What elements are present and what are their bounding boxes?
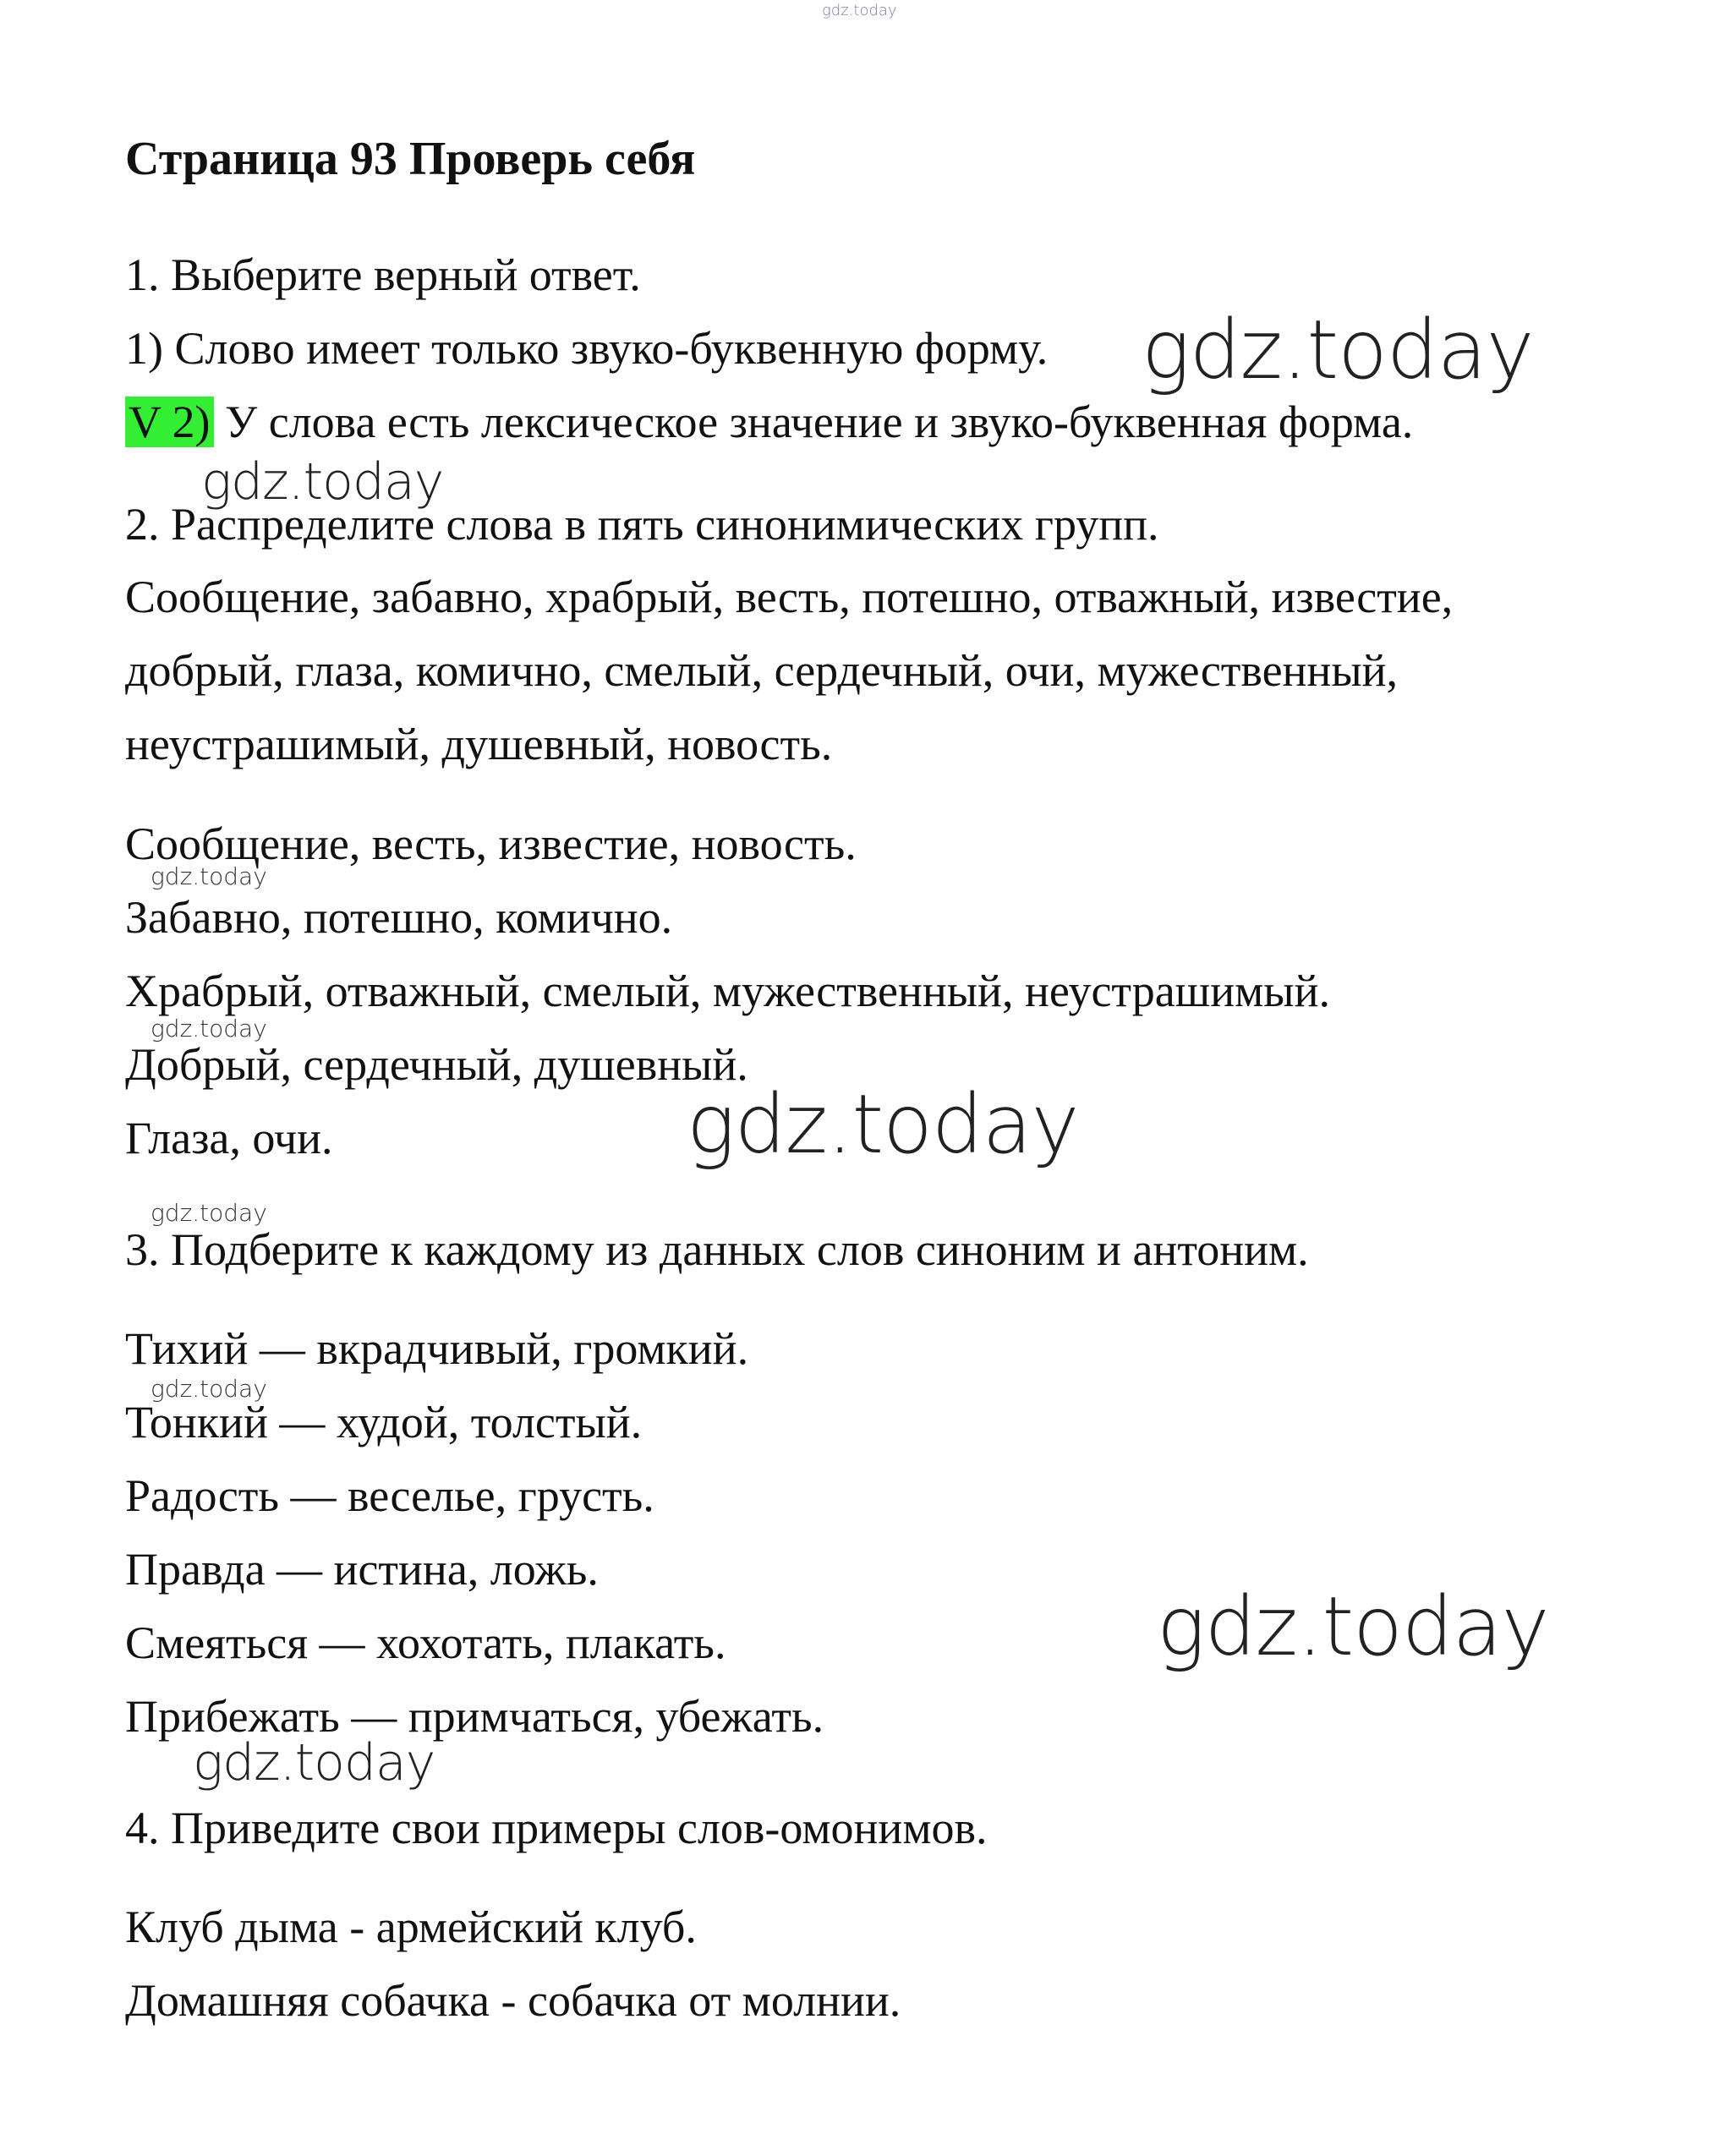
watermark-top: gdz.today	[822, 2, 897, 19]
task2-words-line: неустрашимый, душевный, новость.	[125, 719, 833, 769]
watermark: gdz.today	[1157, 1579, 1549, 1674]
page-title: Страница 93 Проверь себя	[125, 133, 696, 185]
watermark: gdz.today	[1142, 303, 1534, 397]
task1-option2-text: У слова есть лексическое значение и звуко-буквенная форма.	[213, 397, 1414, 447]
task2-words-line: Сообщение, забавно, храбрый, весть, потешно, отважный, известие,	[125, 572, 1454, 622]
task1-option1: 1) Слово имеет только звуко-буквенную форму.	[125, 323, 1049, 374]
task4-answer: Клуб дыма - армейский клуб.	[125, 1902, 697, 1952]
watermark: gdz.today	[151, 1375, 267, 1403]
task3-answer: Тонкий — худой, толстый.	[125, 1397, 643, 1447]
task3-answer: Смеяться — хохотать, плакать.	[125, 1617, 726, 1668]
task1-option2	[125, 395, 1413, 449]
task4-answer: Домашняя собачка - собачка от молнии.	[125, 1975, 901, 2026]
task2-words-line: добрый, глаза, комично, смелый, сердечный, очи, мужественный,	[125, 645, 1399, 696]
task3-answer: Радость — веселье, грусть.	[125, 1470, 654, 1521]
correct-answer-marker: V 2)	[125, 397, 214, 447]
task4-heading: 4. Приведите свои примеры слов-омонимов.	[125, 1803, 988, 1853]
watermark: gdz.today	[151, 862, 267, 890]
task2-answer: Глаза, очи.	[125, 1113, 333, 1163]
watermark: gdz.today	[151, 1015, 267, 1042]
task3-heading: 3. Подберите к каждому из данных слов синоним и антоним.	[125, 1224, 1309, 1275]
watermark: gdz.today	[193, 1733, 435, 1792]
task2-answer: Храбрый, отважный, смелый, мужественный, неустрашимый.	[125, 966, 1330, 1016]
watermark: gdz.today	[687, 1077, 1079, 1172]
task3-answer: Правда — истина, ложь.	[125, 1544, 599, 1595]
task2-answer: Сообщение, весть, известие, новость.	[125, 818, 857, 869]
watermark: gdz.today	[201, 452, 444, 512]
task2-answer: Забавно, потешно, комично.	[125, 892, 673, 943]
task3-answer: Тихий — вкрадчивый, громкий.	[125, 1323, 749, 1374]
watermark: gdz.today	[151, 1199, 267, 1227]
task2-heading: 2. Распределите слова в пять синонимических групп.	[125, 499, 1159, 550]
task1-heading: 1. Выберите верный ответ.	[125, 249, 641, 300]
task3-answer: Прибежать — примчаться, убежать.	[125, 1691, 824, 1742]
task2-answer: Добрый, сердечный, душевный.	[125, 1039, 748, 1090]
